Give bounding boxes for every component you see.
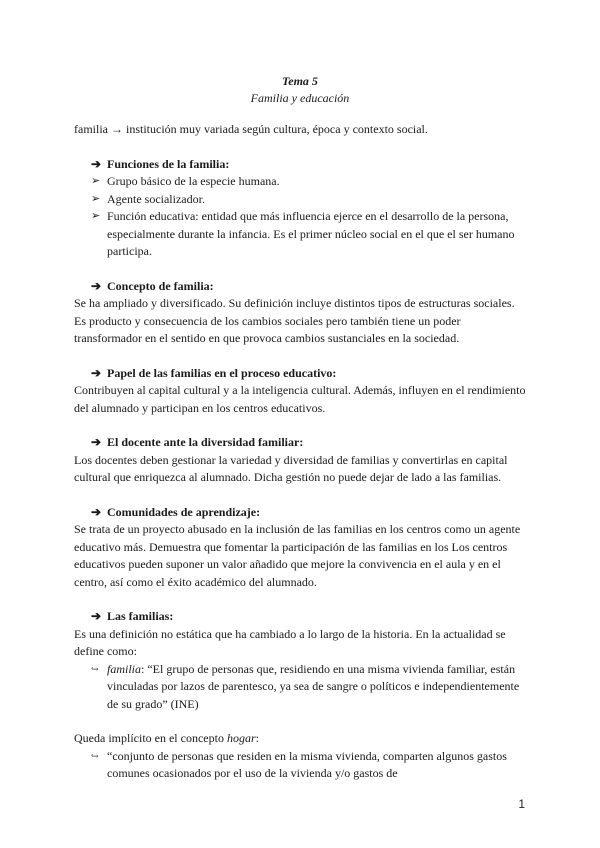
arrow-right-icon: ➔	[91, 504, 102, 519]
hook-arrow-icon: ↪	[91, 663, 99, 674]
heading-text: Comunidades de aprendizaje:	[107, 504, 261, 519]
heading-text: Las familias:	[107, 609, 174, 623]
section-heading-papel	[91, 365, 529, 383]
familia-definition-list	[74, 661, 529, 714]
heading-text: El docente ante la diversidad familiar:	[107, 435, 304, 449]
arrow-right-icon: ➔	[91, 156, 102, 171]
document-body	[74, 121, 529, 783]
section-body-familias: Es una definición no estática que ha cambiado a lo largo de la historia. En la actualidad se define como:	[74, 626, 506, 658]
arrow-right-icon: ➔	[91, 365, 102, 380]
title-block	[0, 74, 600, 106]
hogar-lead: Queda implícito en el concepto hogar:	[74, 731, 259, 745]
section-heading-docente	[91, 434, 529, 452]
section-body-concepto: Se ha ampliado y diversificado. Su definición incluye distintos tipos de estructuras sociales. Es producto y consecuencia de los cambios sociales pero también tiene un poder transformador en el sentido en que provoca cambios sustanciales en la sociedad.	[74, 296, 515, 345]
familia-definition	[107, 661, 529, 714]
section-body-papel: Contribuyen al capital cultural y a la inteligencia cultural. Además, influyen en el rendimiento del alumnado y participan en los centros educativos.	[74, 383, 526, 415]
hogar-definition-list	[74, 748, 529, 783]
list-item	[91, 748, 529, 783]
page-subtitle: Familia y educación	[250, 91, 350, 105]
arrow-right-icon: ➔	[91, 609, 102, 623]
heading-text: Concepto de familia:	[107, 278, 214, 293]
section-body-comunidades: Se trata de un proyecto abusado en la inclusión de las familias en los centros como un agente educativo más. Demuestra que fomentar la participación de las familias en los Los centros educativos pueden suponer un valor añadido que mejore la convivencia en el aula y en el centro, así como el éxito académico del alumnado.	[74, 522, 521, 589]
section-heading-funciones	[91, 156, 529, 174]
section-heading-comunidades	[91, 504, 529, 522]
page-number: 1	[518, 797, 525, 811]
intro-line: familia → institución muy variada según cultura, época y contexto social.	[74, 122, 428, 136]
hogar-definition: “conjunto de personas que residen en la misma vivienda, comparten algunos gastos comunes ocasionados por el uso de la vivienda y/o gastos de	[107, 748, 507, 780]
heading-text: Papel de las familias en el proceso educativo:	[107, 365, 337, 380]
list-item	[91, 661, 529, 714]
funciones-list	[74, 173, 529, 261]
hook-arrow-icon: ↪	[91, 750, 99, 761]
definition-term: familia	[107, 661, 142, 676]
list-item: ➢ Agente socializador.	[91, 191, 529, 209]
arrowhead-icon: ➢	[91, 192, 101, 205]
definition-text: : “El grupo de personas que, residiendo en una misma vivienda familiar, están vinculadas por lazos de parentesco, ya sea de sangre o políticos e independientemente de su grado” (INE)	[107, 661, 520, 711]
heading-text: Funciones de la familia:	[107, 156, 230, 171]
arrow-right-icon: ➔	[91, 278, 102, 293]
list-item: ➢ Grupo básico de la especie humana.	[91, 173, 529, 191]
page-title: Tema 5	[282, 74, 318, 88]
section-heading-familias	[91, 608, 529, 626]
hogar-term: hogar	[226, 731, 256, 745]
arrowhead-icon: ➢	[91, 175, 101, 187]
arrowhead-icon: ➢	[91, 210, 101, 222]
section-body-docente: Los docentes deben gestionar la variedad y diversidad de familias y convertirlas en capital cultural que enriquezca al alumnado. Dicha gestión no puede dejar de lado a las familias.	[74, 452, 508, 484]
list-item: ➢ Función educativa: entidad que más influencia ejerce en el desarrollo de la persona, especialmente durante la infancia. Es el primer núcleo social en el que el ser humano participa.	[91, 208, 529, 261]
section-heading-concepto	[91, 278, 529, 296]
arrow-right-icon: ➔	[91, 435, 102, 449]
